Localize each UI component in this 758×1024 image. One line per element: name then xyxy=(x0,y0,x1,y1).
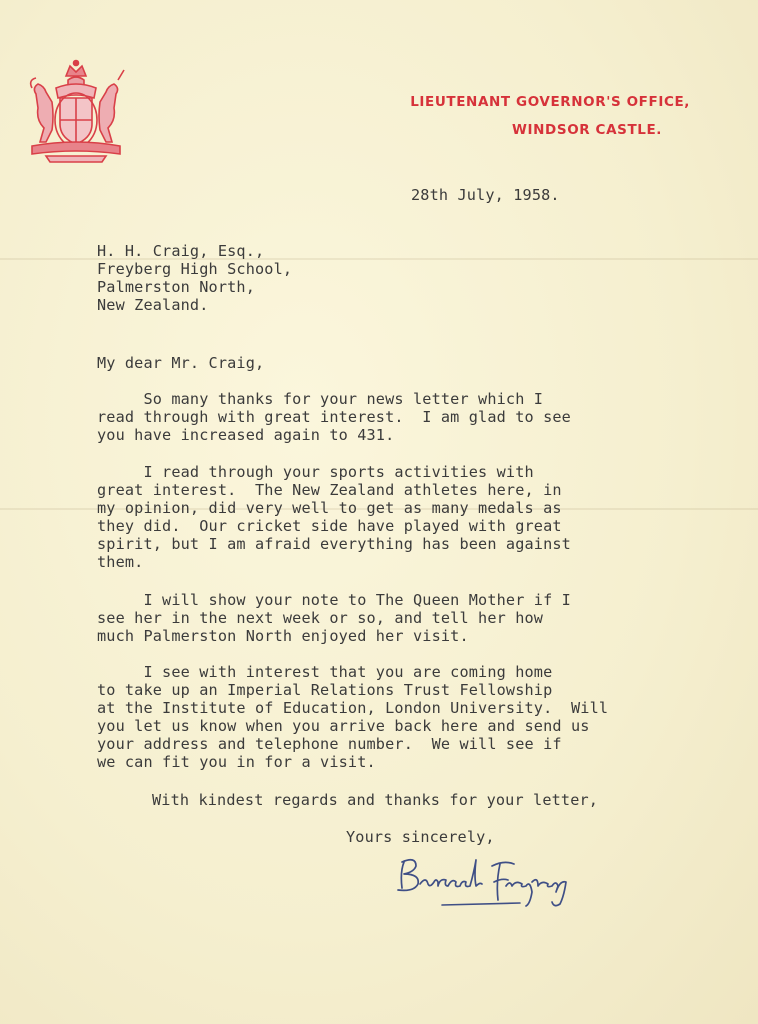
letterhead-office: LIEUTENANT GOVERNOR'S OFFICE, xyxy=(410,94,690,110)
salutation: My dear Mr. Craig, xyxy=(97,354,265,372)
royal-coat-of-arms-icon xyxy=(22,58,130,164)
body-paragraph: I read through your sports activities with great interest. The New Zealand athletes here, in my opinion, did very well to get as many medals as they did. Our cricket side have played with great spirit, but I am afraid everything has been against them. xyxy=(97,463,571,571)
body-paragraph: I will show your note to The Queen Mother if I see her in the next week or so, and tell her how much Palmerston North enjoyed her visit. xyxy=(97,591,571,645)
signoff: Yours sincerely, xyxy=(346,828,495,846)
body-paragraph: I see with interest that you are coming home to take up an Imperial Relations Trust Fellowship at the Institute of Education, London University. Will you let us know when you arrive back here and send us your address and telephone number. We will see if we can fit you in for a visit. xyxy=(97,663,609,771)
address-line: Palmerston North, xyxy=(97,278,255,296)
address-line: H. H. Craig, Esq., xyxy=(97,242,265,260)
handwritten-signature xyxy=(392,852,582,912)
address-line: Freyberg High School, xyxy=(97,260,293,278)
letterhead-castle: WINDSOR CASTLE. xyxy=(512,122,662,138)
body-paragraph: So many thanks for your news letter which I read through with great interest. I am glad to see you have increased again to 431. xyxy=(97,390,571,444)
letterhead xyxy=(410,88,690,144)
recipient-address xyxy=(97,242,292,314)
closing-line: With kindest regards and thanks for your letter, xyxy=(152,791,599,809)
letter-date: 28th July, 1958. xyxy=(411,186,560,204)
address-line: New Zealand. xyxy=(97,296,209,314)
